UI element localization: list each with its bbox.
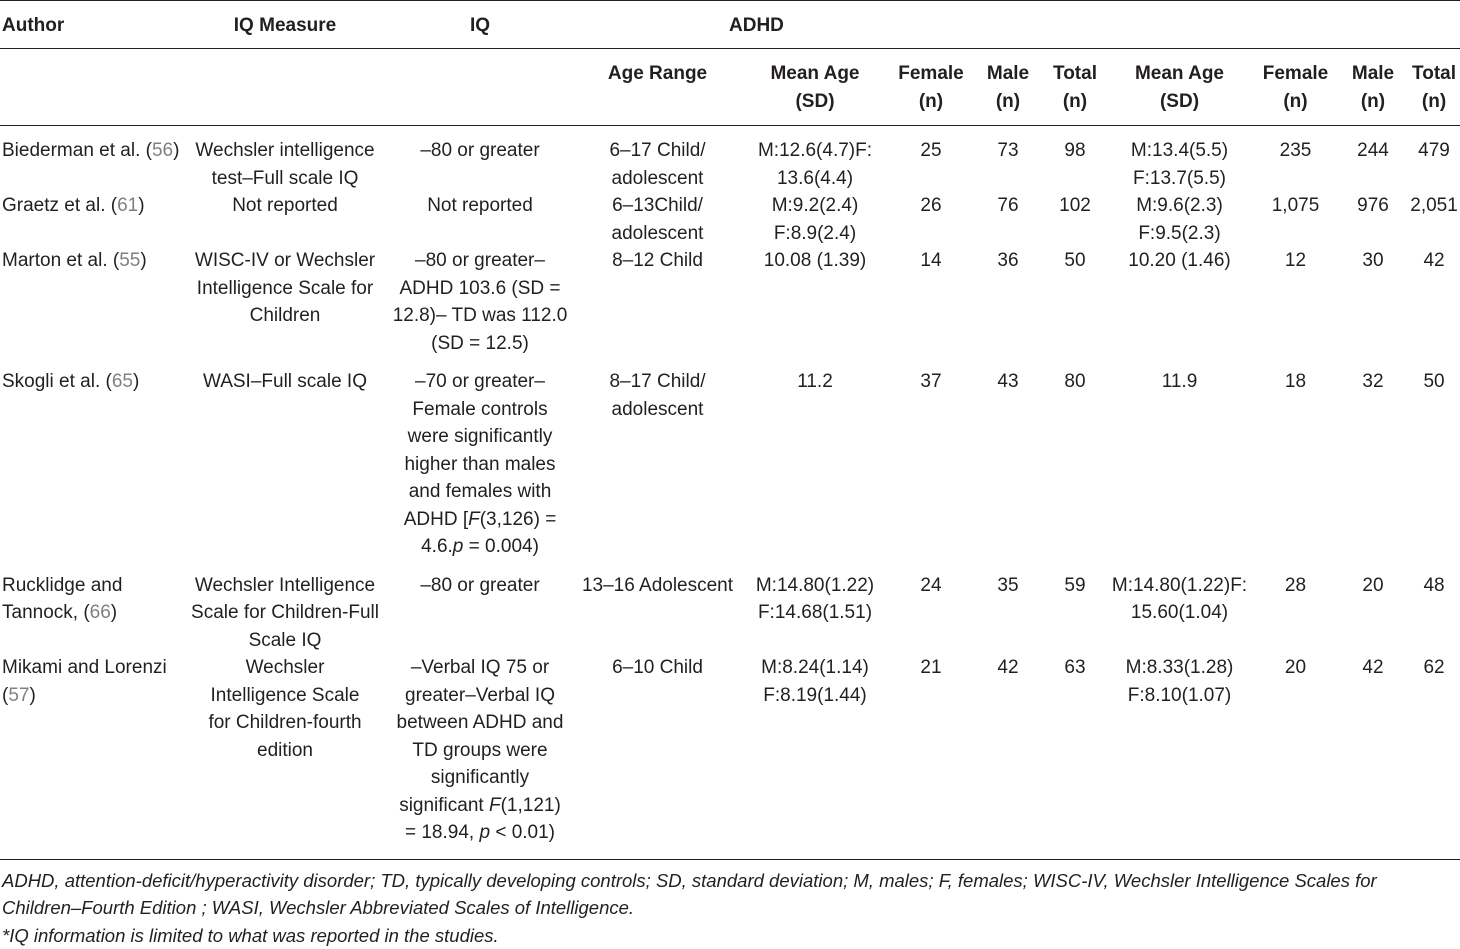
cell-iq: –80 or greater–ADHD 103.6 (SD = 12.8)– TD was 112.0 (SD = 12.5) xyxy=(385,247,575,357)
footnote xyxy=(0,860,1458,949)
header-total-2: Total (n) xyxy=(1408,49,1460,126)
header-age-range: Age Range xyxy=(575,49,740,126)
header-female-1: Female (n) xyxy=(890,49,972,126)
table-row xyxy=(0,561,1460,655)
cell-iq: –80 or greater xyxy=(385,561,575,655)
table-row xyxy=(0,126,1460,193)
cell-iq-measure: WISC-IV or Wechsler Intelligence Scale for Children xyxy=(185,247,385,357)
cell-female-1: 21 xyxy=(890,654,972,847)
cell-author: Rucklidge and Tannock, (66) xyxy=(0,561,185,655)
cell-author: Mikami and Lorenzi (57) xyxy=(0,654,185,847)
cell-female-2: 20 xyxy=(1253,654,1338,847)
footnote-iq-note: *IQ information is limited to what was reported in the studies. xyxy=(2,922,1458,949)
cell-total-1: 50 xyxy=(1044,247,1106,357)
cell-age-range: 6–10 Child xyxy=(575,654,740,847)
header-male-2: Male (n) xyxy=(1338,49,1408,126)
cell-author: Graetz et al. (61) xyxy=(0,192,185,247)
cell-mean-age-2: 10.20 (1.46) xyxy=(1106,247,1253,357)
cell-mean-age-1: M:8.24(1.14) F:8.19(1.44) xyxy=(740,654,890,847)
cell-female-1: 14 xyxy=(890,247,972,357)
header-female-2: Female (n) xyxy=(1253,49,1338,126)
cell-male-2: 32 xyxy=(1338,357,1408,561)
table-row xyxy=(0,192,1460,247)
cell-author: Marton et al. (55) xyxy=(0,247,185,357)
cell-male-1: 42 xyxy=(972,654,1044,847)
cell-female-1: 26 xyxy=(890,192,972,247)
cell-male-1: 36 xyxy=(972,247,1044,357)
cell-mean-age-1: M:12.6(4.7)F: 13.6(4.4) xyxy=(740,126,890,193)
cell-author: Skogli et al. (65) xyxy=(0,357,185,561)
cell-mean-age-1: M:14.80(1.22) F:14.68(1.51) xyxy=(740,561,890,655)
cell-iq-measure: Not reported xyxy=(185,192,385,247)
header-mean-age-1: Mean Age (SD) xyxy=(740,49,890,126)
cell-female-1: 24 xyxy=(890,561,972,655)
header-iq-measure: IQ Measure xyxy=(185,1,385,49)
footnote-abbreviations: ADHD, attention-deficit/hyperactivity disorder; TD, typically developing controls; SD, standard deviation; M, males; F, females; WISC-IV, Wechsler Intelligence Scales for Children–Fourth Edition ; WASI, Wechsler Abbreviated Scales of Intelligence. xyxy=(2,867,1458,922)
header-row-sub xyxy=(0,49,1460,126)
cell-iq-measure: Wechsler intelligence test–Full scale IQ xyxy=(185,126,385,193)
cell-mean-age-2: M:9.6(2.3) F:9.5(2.3) xyxy=(1106,192,1253,247)
table-row xyxy=(0,247,1460,357)
citation-link[interactable]: 55 xyxy=(119,250,140,271)
cell-male-1: 43 xyxy=(972,357,1044,561)
citation-link[interactable]: 61 xyxy=(117,195,138,216)
cell-male-1: 76 xyxy=(972,192,1044,247)
cell-male-2: 42 xyxy=(1338,654,1408,847)
cell-total-1: 63 xyxy=(1044,654,1106,847)
cell-total-1: 59 xyxy=(1044,561,1106,655)
cell-age-range: 8–17 Child/ adolescent xyxy=(575,357,740,561)
cell-mean-age-1: 10.08 (1.39) xyxy=(740,247,890,357)
citation-link[interactable]: 65 xyxy=(112,371,133,392)
cell-mean-age-2: M:13.4(5.5) F:13.7(5.5) xyxy=(1106,126,1253,193)
cell-mean-age-1: 11.2 xyxy=(740,357,890,561)
cell-iq: –70 or greater– Female controls were significantly higher than males and females with ADHD [F(3,126) = 4.6.p = 0.004) xyxy=(385,357,575,561)
header-male-1: Male (n) xyxy=(972,49,1044,126)
cell-male-2: 20 xyxy=(1338,561,1408,655)
citation-link[interactable]: 56 xyxy=(152,140,173,161)
cell-male-1: 35 xyxy=(972,561,1044,655)
header-iq: IQ xyxy=(385,1,575,49)
cell-female-2: 1,075 xyxy=(1253,192,1338,247)
cell-total-2: 2,051 xyxy=(1408,192,1460,247)
cell-mean-age-2: M:8.33(1.28) F:8.10(1.07) xyxy=(1106,654,1253,847)
header-row-top xyxy=(0,1,1460,49)
cell-mean-age-1: M:9.2(2.4) F:8.9(2.4) xyxy=(740,192,890,247)
cell-total-1: 102 xyxy=(1044,192,1106,247)
cell-male-2: 976 xyxy=(1338,192,1408,247)
header-mean-age-2: Mean Age (SD) xyxy=(1106,49,1253,126)
cell-male-1: 73 xyxy=(972,126,1044,193)
citation-link[interactable]: 57 xyxy=(8,685,29,706)
header-total-1: Total (n) xyxy=(1044,49,1106,126)
cell-female-2: 18 xyxy=(1253,357,1338,561)
cell-female-2: 235 xyxy=(1253,126,1338,193)
cell-male-2: 30 xyxy=(1338,247,1408,357)
citation-link[interactable]: 66 xyxy=(90,602,111,623)
cell-mean-age-2: M:14.80(1.22)F: 15.60(1.04) xyxy=(1106,561,1253,655)
cell-total-1: 98 xyxy=(1044,126,1106,193)
cell-female-2: 12 xyxy=(1253,247,1338,357)
cell-female-1: 37 xyxy=(890,357,972,561)
table-row xyxy=(0,357,1460,561)
cell-total-2: 50 xyxy=(1408,357,1460,561)
cell-iq-measure: Wechsler Intelligence Scale for Children-Full Scale IQ xyxy=(185,561,385,655)
cell-age-range: 6–17 Child/ adolescent xyxy=(575,126,740,193)
header-adhd: ADHD xyxy=(575,1,1460,49)
cell-total-2: 42 xyxy=(1408,247,1460,357)
cell-total-2: 62 xyxy=(1408,654,1460,847)
cell-iq: –Verbal IQ 75 or greater–Verbal IQ between ADHD and TD groups were significantly significant F(1,121) = 18.94, p < 0.01) xyxy=(385,654,575,847)
cell-female-1: 25 xyxy=(890,126,972,193)
cell-age-range: 13–16 Adolescent xyxy=(575,561,740,655)
cell-age-range: 8–12 Child xyxy=(575,247,740,357)
cell-author: Biederman et al. (56) xyxy=(0,126,185,193)
table-row xyxy=(0,654,1460,847)
cell-iq: Not reported xyxy=(385,192,575,247)
cell-total-1: 80 xyxy=(1044,357,1106,561)
cell-mean-age-2: 11.9 xyxy=(1106,357,1253,561)
cell-female-2: 28 xyxy=(1253,561,1338,655)
cell-iq: –80 or greater xyxy=(385,126,575,193)
cell-iq-measure: WASI–Full scale IQ xyxy=(185,357,385,561)
cell-total-2: 48 xyxy=(1408,561,1460,655)
header-author: Author xyxy=(0,1,185,49)
cell-iq-measure: Wechsler Intelligence Scale for Children-fourth edition xyxy=(185,654,385,847)
cell-male-2: 244 xyxy=(1338,126,1408,193)
cell-total-2: 479 xyxy=(1408,126,1460,193)
cell-age-range: 6–13Child/ adolescent xyxy=(575,192,740,247)
